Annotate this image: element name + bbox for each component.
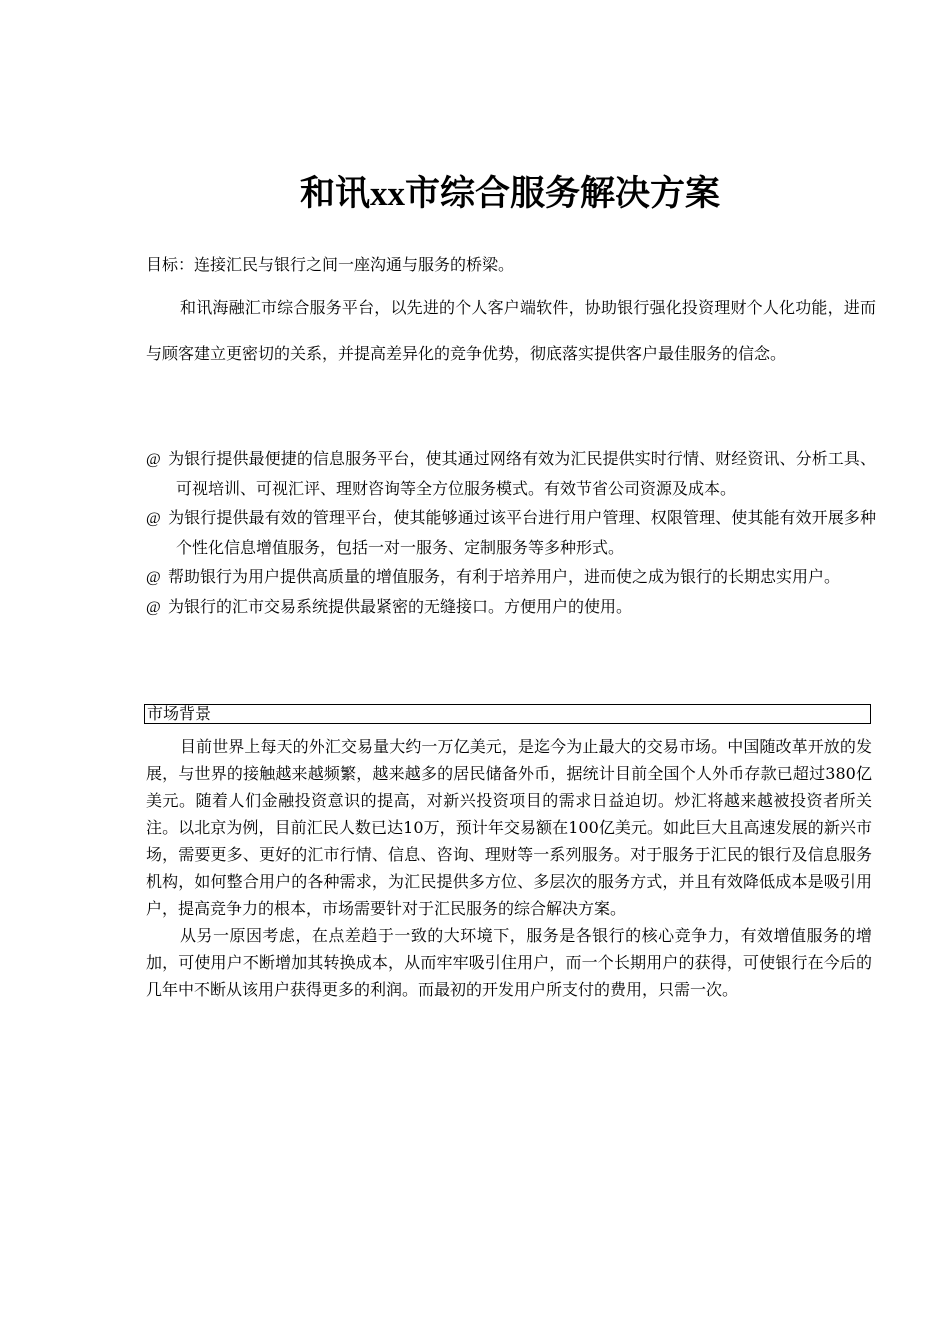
document-title: 和讯xx市综合服务解决方案	[299, 174, 720, 213]
goal-statement: 目标：连接汇民与银行之间一座沟通与服务的桥梁。	[146, 255, 515, 274]
list-item	[146, 444, 876, 503]
body-paragraph: 目前世界上每天的外汇交易量大约一万亿美元，是迄今为止最大的交易市场。中国随改革开放的发展，与世界的接触越来越频繁，越来越多的居民储备外币，据统计目前全国个人外币存款已超过380亿美元。随着人们金融投资意识的提高，对新兴投资项目的需求日益迫切。炒汇将越来越被投资者所关注。以北京为例，目前汇民人数已达10万，预计年交易额在100亿美元。如此巨大且高速发展的新兴市场，需要更多、更好的汇市行情、信息、咨询、理财等一系列服务。对于服务于汇民的银行及信息服务机构，如何整合用户的各种需求，为汇民提供多方位、多层次的服务方式，并且有效降低成本是吸引用户，提高竞争力的根本，市场需要针对于汇民服务的综合解决方案。	[146, 737, 872, 918]
body-paragraph: 从另一原因考虑，在点差趋于一致的大环境下，服务是各银行的核心竞争力，有效增值服务的增加，可使用户不断增加其转换成本，从而牢牢吸引住用户，而一个长期用户的获得，可使银行在今后的几年中不断从该用户获得更多的利润。而最初的开发用户所支付的费用，只需一次。	[146, 926, 872, 999]
market-background-body	[146, 733, 872, 1003]
bullet-text: 为银行的汇市交易系统提供最紧密的无缝接口。方便用户的使用。	[168, 597, 633, 616]
at-bullet-marker: @	[146, 569, 161, 586]
at-bullet-marker: @	[146, 451, 161, 468]
intro-paragraph: 和讯海融汇市综合服务平台，以先进的个人客户端软件，协助银行强化投资理财个人化功能，进而与顾客建立更密切的关系，并提高差异化的竞争优势，彻底落实提供客户最佳服务的信念。	[146, 298, 876, 363]
bullet-text: 为银行提供最有效的管理平台，使其能够通过该平台进行用户管理、权限管理、使其能有效开展多种个性化信息增值服务，包括一对一服务、定制服务等多种形式。	[168, 508, 876, 557]
list-item	[146, 592, 876, 622]
list-item	[146, 503, 876, 562]
at-bullet-marker: @	[146, 510, 161, 527]
at-bullet-marker: @	[146, 599, 161, 616]
section-heading-box	[144, 704, 871, 724]
section-heading: 市场背景	[147, 704, 212, 723]
feature-list	[146, 444, 876, 622]
bullet-text: 帮助银行为用户提供高质量的增值服务，有利于培养用户，进而使之成为银行的长期忠实用户。	[168, 567, 841, 586]
bullet-text: 为银行提供最便捷的信息服务平台，使其通过网络有效为汇民提供实时行情、财经资讯、分析工具、可视培训、可视汇评、理财咨询等全方位服务模式。有效节省公司资源及成本。	[168, 449, 876, 498]
list-item	[146, 562, 876, 592]
